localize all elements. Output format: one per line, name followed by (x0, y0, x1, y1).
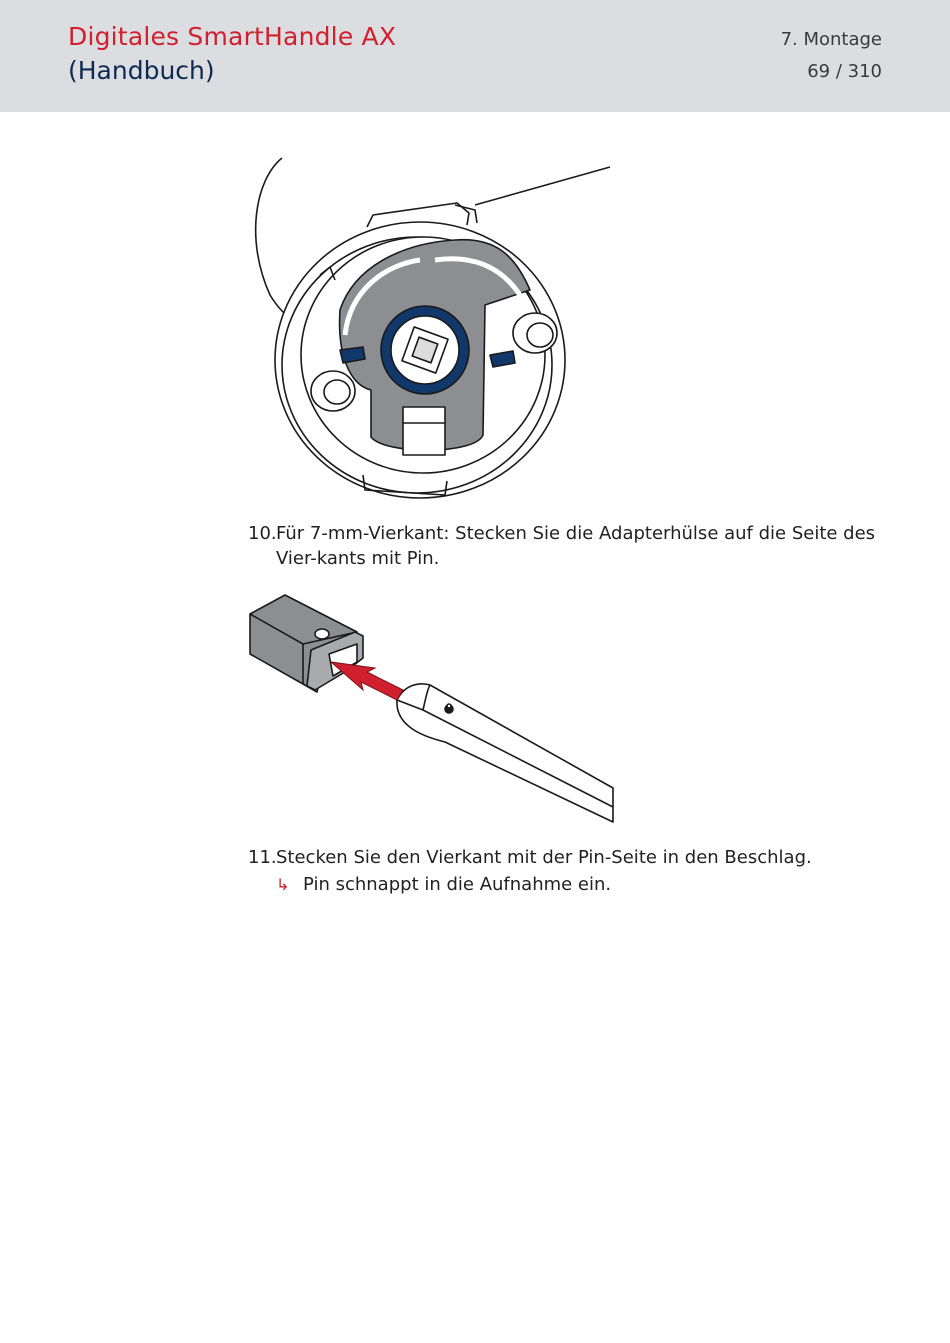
chapter-label: 7. Montage (780, 29, 882, 50)
document-subtitle: (Handbuch) (68, 56, 215, 85)
step-number: 10. (248, 523, 277, 544)
page-header (0, 0, 950, 112)
spindle-adapter-illustration (245, 592, 615, 824)
insertion-arrow-icon (331, 662, 403, 700)
page-number: 69 / 310 (807, 61, 882, 82)
step-number: 11. (248, 847, 277, 868)
result-text: Pin schnappt in die Aufnahme ein. (303, 874, 612, 895)
result-arrow-icon: ↳ (276, 875, 290, 894)
document-title: Digitales SmartHandle AX (68, 22, 397, 51)
step-text: Für 7-mm-Vierkant: Stecken Sie die Adapterhülse auf die Seite des Vier-kants mit Pin. (276, 523, 876, 569)
fitting-illustration (245, 155, 615, 500)
step-text: Stecken Sie den Vierkant mit der Pin-Seite in den Beschlag. (276, 847, 812, 868)
